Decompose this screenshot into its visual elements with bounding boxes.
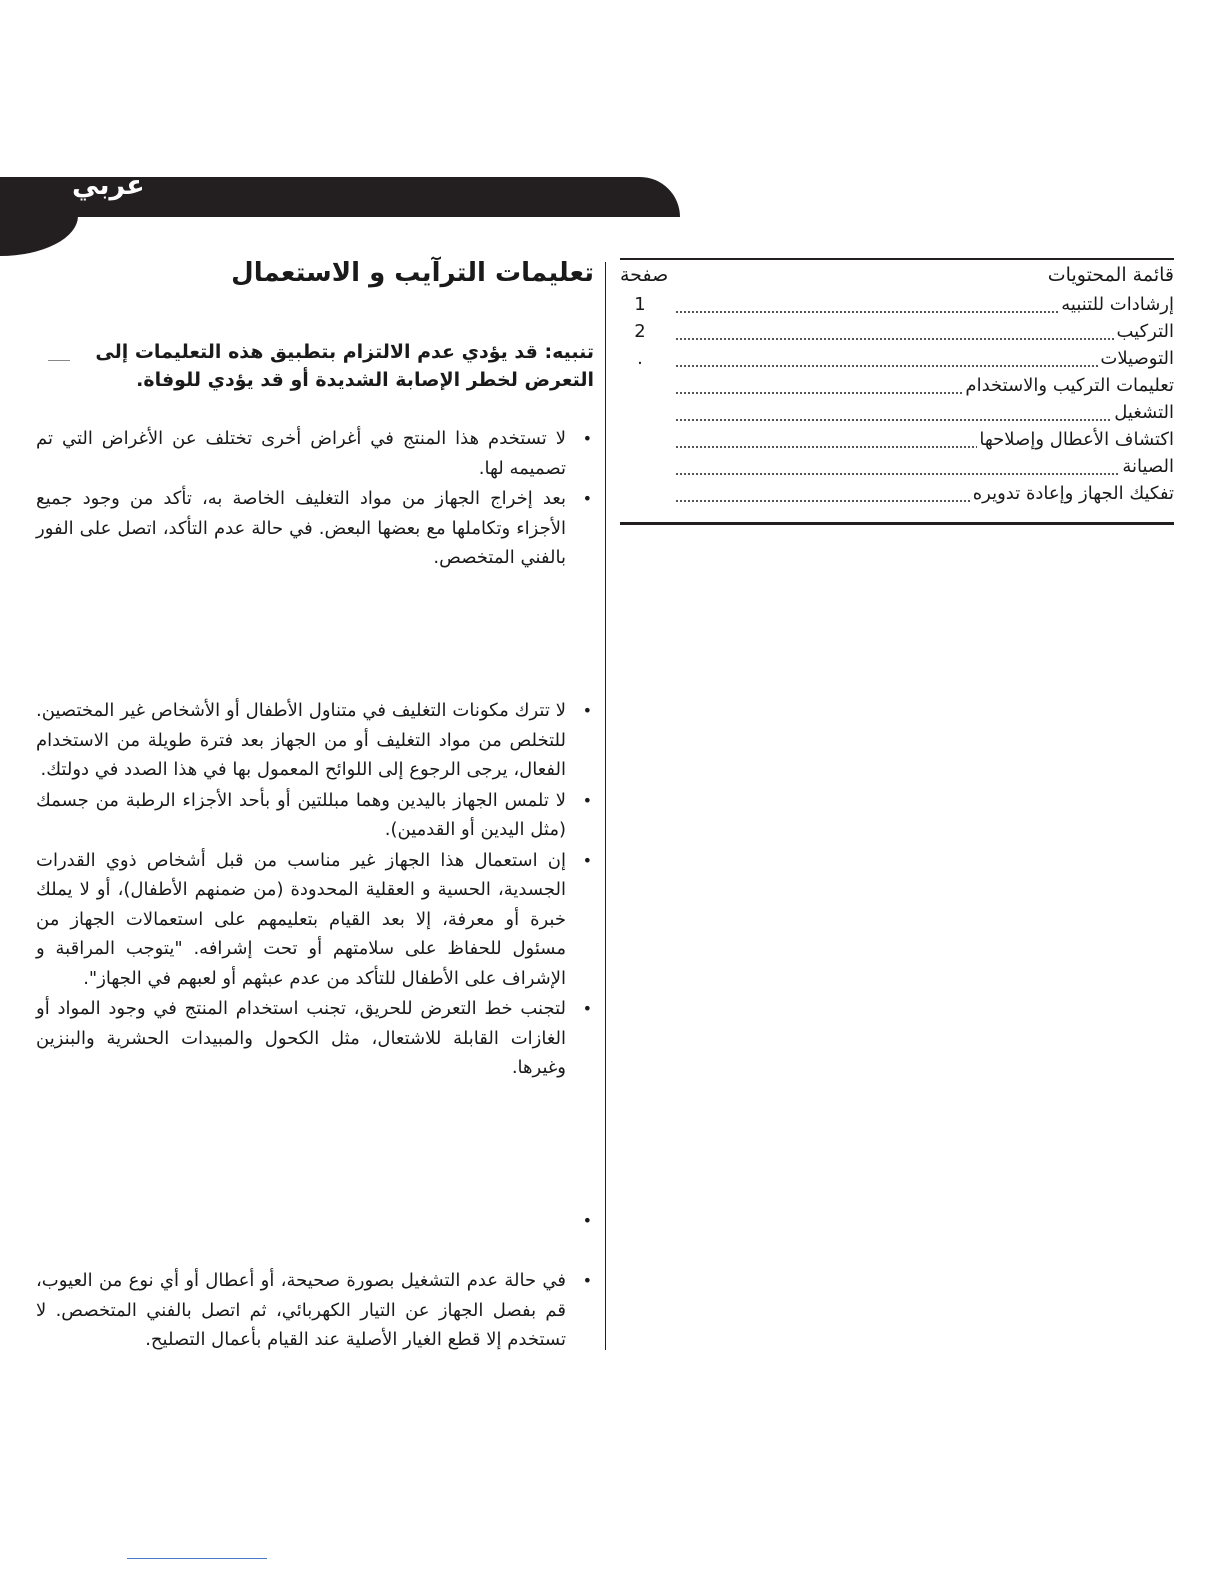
list-item-empty [36, 1206, 594, 1236]
instructions-list-1 [36, 424, 594, 573]
toc-title: قائمة المحتويات [1047, 264, 1174, 286]
toc-entry-label: اكتشاف الأعطال وإصلاحها [979, 429, 1174, 450]
toc-entry-page: 2 [634, 321, 646, 342]
toc-header [620, 264, 1174, 294]
toc-entry[interactable] [620, 429, 1174, 456]
toc-leader-dots [676, 473, 1174, 475]
toc-entry[interactable] [620, 294, 1174, 321]
toc-leader-dots [676, 338, 1174, 340]
list-item-text: إن استعمال هذا الجهاز غير مناسب من قبل أشخاص ذوي القدرات الجسدية، الحسية و العقلية المحدودة (من ضمنهم الأطفال)، أو لا يملك خبرة أو معرفة، إلا بعد القيام بتعليمهم على استعمالات الجهاز من مسئول للحفاظ على سلامتهم أو تحت إشرافه. "يتوجب المراقبة و الإشراف على الأطفال للتأكد من عدم عبثهم أو لعبهم في الجهاز". [36, 849, 566, 989]
toc-entry-label: التشغيل [1114, 402, 1174, 423]
bullet-icon: • [582, 489, 592, 508]
toc-top-rule [620, 258, 1174, 260]
list-item-text: لا تلمس الجهاز باليدين وهما مبللتين أو بأحد الأجزاء الرطبة من جسمك (مثل اليدين أو القدمين). [36, 789, 566, 840]
list-item [36, 696, 594, 785]
main-column [36, 256, 594, 1350]
toc-page-column-label: صفحة [620, 264, 669, 286]
toc-entry-page: 1 [634, 294, 646, 315]
warning-text: تنبيه: قد يؤدي عدم الالتزام بتطبيق هذه التعليمات إلى التعرض لخطر الإصابة الشديدة أو قد يؤدي للوفاة. [95, 341, 594, 391]
instructions-list-2 [36, 696, 594, 1083]
list-item [36, 786, 594, 845]
table-of-contents [620, 258, 1174, 525]
bullet-icon: • [582, 850, 592, 870]
bullet-icon: • [582, 1271, 592, 1290]
toc-entry-label: التوصيلات [1100, 348, 1174, 369]
toc-entry[interactable] [620, 348, 1174, 375]
list-item-text: لا تترك مكونات التغليف في متناول الأطفال أو الأشخاص غير المختصين. للتخلص من مواد التغليف أو من الجهاز بعد فترة طويلة من الاستخدام الفعال، يرجى الرجوع إلى اللوائح المعمول بها في هذا الصدد في دولتك. [36, 700, 566, 780]
toc-entry-label: التركيب [1116, 321, 1174, 342]
bullet-icon: • [582, 429, 592, 448]
page-title: تعليمات الترآيب و الاستعمال [231, 258, 594, 288]
warning-rule [48, 360, 70, 361]
bullet-icon: • [582, 790, 592, 810]
instructions-list-3 [36, 1206, 594, 1236]
toc-bottom-rule [620, 522, 1174, 525]
list-item-text: في حالة عدم التشغيل بصورة صحيحة، أو أعطال أو أي نوع من العيوب، قم بفصل الجهاز عن التيار الكهربائي، ثم اتصل بالفني المتخصص. لا تستخدم إلا قطع الغيار الأصلية عند القيام بأعمال التصليح. [36, 1270, 566, 1350]
toc-entry-label: تعليمات التركيب والاستخدام [965, 375, 1174, 396]
list-item [36, 994, 594, 1083]
list-item-text: لا تستخدم هذا المنتج في أغراض أخرى تختلف عن الأغراض التي تم تصميمه لها. [36, 428, 566, 479]
toc-entry[interactable] [620, 402, 1174, 429]
list-item-text: لتجنب خط التعرض للحريق، تجنب استخدام المنتج في وجود المواد أو الغازات القابلة للاشتعال، مثل الكحول والمبيدات الحشرية والبنزين وغيرها. [36, 998, 566, 1078]
bullet-icon: • [582, 701, 592, 720]
list-item [36, 846, 594, 994]
list-item [36, 1266, 594, 1355]
toc-entry-label: تفكيك الجهاز وإعادة تدويره [972, 483, 1174, 504]
bullet-icon: • [582, 1211, 592, 1230]
bullet-icon: • [582, 999, 592, 1018]
column-divider [605, 262, 606, 1350]
toc-entry-label: الصيانة [1122, 456, 1174, 477]
toc-entry[interactable] [620, 375, 1174, 402]
list-item [36, 424, 594, 483]
toc-entry-label: إرشادات للتنبيه [1061, 294, 1174, 315]
instructions-list-4 [36, 1266, 594, 1355]
list-item-text: بعد إخراج الجهاز من مواد التغليف الخاصة به، تأكد من وجود جميع الأجزاء وتكاملها مع بعضها البعض. في حالة عدم التأكد، اتصل على الفور بالفني المتخصص. [36, 488, 566, 568]
toc-entry[interactable] [620, 483, 1174, 510]
footer-rule [127, 1558, 267, 1559]
toc-entry-page: . [637, 348, 643, 369]
toc-entry[interactable] [620, 456, 1174, 483]
toc-leader-dots [676, 419, 1174, 421]
toc-entry[interactable] [620, 321, 1174, 348]
language-banner-tab [0, 216, 78, 256]
list-item [36, 484, 594, 573]
language-label: عربي [72, 170, 145, 201]
